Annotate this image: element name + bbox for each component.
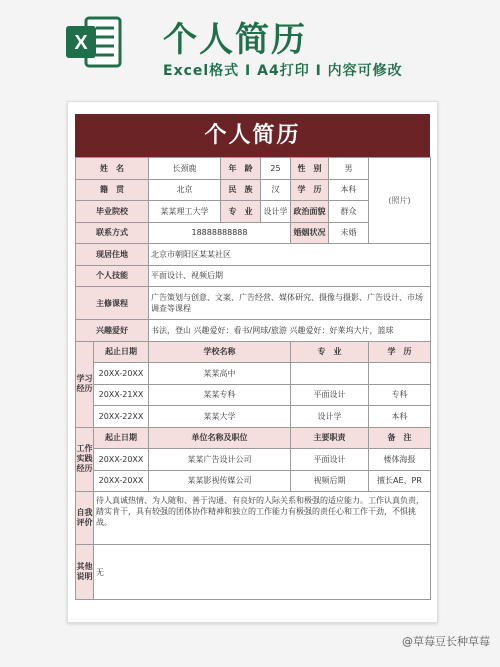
- label-school: 毕业院校: [76, 201, 149, 223]
- study-header-date: 起止日期: [94, 341, 149, 363]
- study-school[interactable]: 某某高中: [149, 363, 291, 385]
- value-gender[interactable]: 男: [329, 158, 369, 180]
- table-row: [76, 449, 431, 471]
- label-courses: 主修课程: [76, 287, 149, 320]
- value-ethnicity[interactable]: 汉: [261, 179, 291, 201]
- other-label: 其他说明: [76, 545, 94, 600]
- table-row: [76, 287, 431, 320]
- work-duty[interactable]: 平面设计: [291, 449, 369, 471]
- label-address: 现居住地: [76, 244, 149, 266]
- label-political: 政治面貌: [291, 201, 329, 223]
- banner: [0, 0, 500, 100]
- study-section-label: 学习经历: [76, 341, 94, 427]
- study-major[interactable]: [291, 363, 369, 385]
- study-major[interactable]: 平面设计: [291, 384, 369, 406]
- svg-text:X: X: [74, 32, 88, 54]
- label-major: 专 业: [221, 201, 261, 223]
- label-name: 姓 名: [76, 158, 149, 180]
- self-eval-label: 自我评价: [76, 492, 94, 545]
- other-text[interactable]: 无: [94, 545, 431, 600]
- work-header-note: 备 注: [369, 427, 431, 449]
- study-degree[interactable]: 专科: [369, 384, 431, 406]
- value-education[interactable]: 本科: [329, 179, 369, 201]
- study-school[interactable]: 某某大学: [149, 406, 291, 428]
- value-hobbies[interactable]: 书法，登山 兴趣爱好：看书/网球/旅游 兴趣爱好：好莱坞大片，篮球: [149, 320, 431, 342]
- value-address[interactable]: 北京市朝阳区某某社区: [149, 244, 431, 266]
- work-header-date: 起止日期: [94, 427, 149, 449]
- label-age: 年 龄: [221, 158, 261, 180]
- work-date[interactable]: 20XX-20XX: [94, 470, 149, 492]
- label-skills: 个人技能: [76, 265, 149, 287]
- study-major[interactable]: 设计学: [291, 406, 369, 428]
- work-duty[interactable]: 视频后期: [291, 470, 369, 492]
- value-skills[interactable]: 平面设计、视频后期: [149, 265, 431, 287]
- resume-title: 个人简历: [75, 114, 430, 157]
- label-hobbies: 兴趣爱好: [76, 320, 149, 342]
- label-phone: 联系方式: [76, 222, 149, 244]
- table-row: [76, 384, 431, 406]
- study-header-school: 学校名称: [149, 341, 291, 363]
- label-marital: 婚姻状况: [291, 222, 329, 244]
- work-company[interactable]: 某某广告设计公司: [149, 449, 291, 471]
- resume-sheet: [67, 101, 438, 623]
- value-marital[interactable]: 未婚: [329, 222, 369, 244]
- work-section-label: 工作实践经历: [76, 427, 94, 492]
- study-degree[interactable]: [369, 363, 431, 385]
- table-row: [76, 406, 431, 428]
- work-note[interactable]: 擅长AE、PR: [369, 470, 431, 492]
- label-ethnicity: 民 族: [221, 179, 261, 201]
- value-age[interactable]: 25: [261, 158, 291, 180]
- work-header-company: 单位名称及职位: [149, 427, 291, 449]
- resume-table: [75, 157, 431, 600]
- value-origin[interactable]: 北京: [149, 179, 221, 201]
- table-row: [76, 265, 431, 287]
- watermark: @草莓豆长种草莓: [402, 635, 490, 648]
- value-school[interactable]: 某某理工大学: [149, 201, 221, 223]
- study-school[interactable]: 某某专科: [149, 384, 291, 406]
- table-row: [76, 363, 431, 385]
- work-note[interactable]: 楼体海报: [369, 449, 431, 471]
- study-header-major: 专 业: [291, 341, 369, 363]
- self-eval-text[interactable]: 待人真诚热情、为人随和、善于沟通、有良好的人际关系和极强的适应能力。工作认真负责，踏实肯干，具有较强的团体协作精神和独立的工作能力有极强的责任心和工作干劲，不惧挑战。: [94, 492, 431, 545]
- table-row: [76, 427, 431, 449]
- value-phone[interactable]: 18888888888: [149, 222, 291, 244]
- study-date[interactable]: 20XX-20XX: [94, 363, 149, 385]
- work-company[interactable]: 某某影视传媒公司: [149, 470, 291, 492]
- label-origin: 籍 贯: [76, 179, 149, 201]
- work-date[interactable]: 20XX-20XX: [94, 449, 149, 471]
- table-row: [76, 341, 431, 363]
- table-row: [76, 320, 431, 342]
- study-degree[interactable]: 本科: [369, 406, 431, 428]
- table-row: [76, 470, 431, 492]
- work-header-duty: 主要职责: [291, 427, 369, 449]
- photo-placeholder[interactable]: (照片): [369, 158, 431, 244]
- study-date[interactable]: 20XX-21XX: [94, 384, 149, 406]
- table-row: [76, 158, 431, 180]
- value-name[interactable]: 长颈鹿: [149, 158, 221, 180]
- table-row: [76, 244, 431, 266]
- table-row: [76, 545, 431, 600]
- value-courses[interactable]: 广告策划与创意、文案、广告经营、媒体研究、摄像与摄影、广告设计、市场调查等课程: [149, 287, 431, 320]
- value-major[interactable]: 设计学: [261, 201, 291, 223]
- label-gender: 性 别: [291, 158, 329, 180]
- label-education: 学 历: [291, 179, 329, 201]
- excel-icon: [64, 12, 124, 72]
- study-header-degree: 学 历: [369, 341, 431, 363]
- study-date[interactable]: 20XX-22XX: [94, 406, 149, 428]
- value-political[interactable]: 群众: [329, 201, 369, 223]
- table-row: [76, 492, 431, 545]
- page-title: 个人简历: [163, 20, 307, 60]
- page-subtitle: Excel格式 I A4打印 I 内容可修改: [163, 63, 403, 79]
